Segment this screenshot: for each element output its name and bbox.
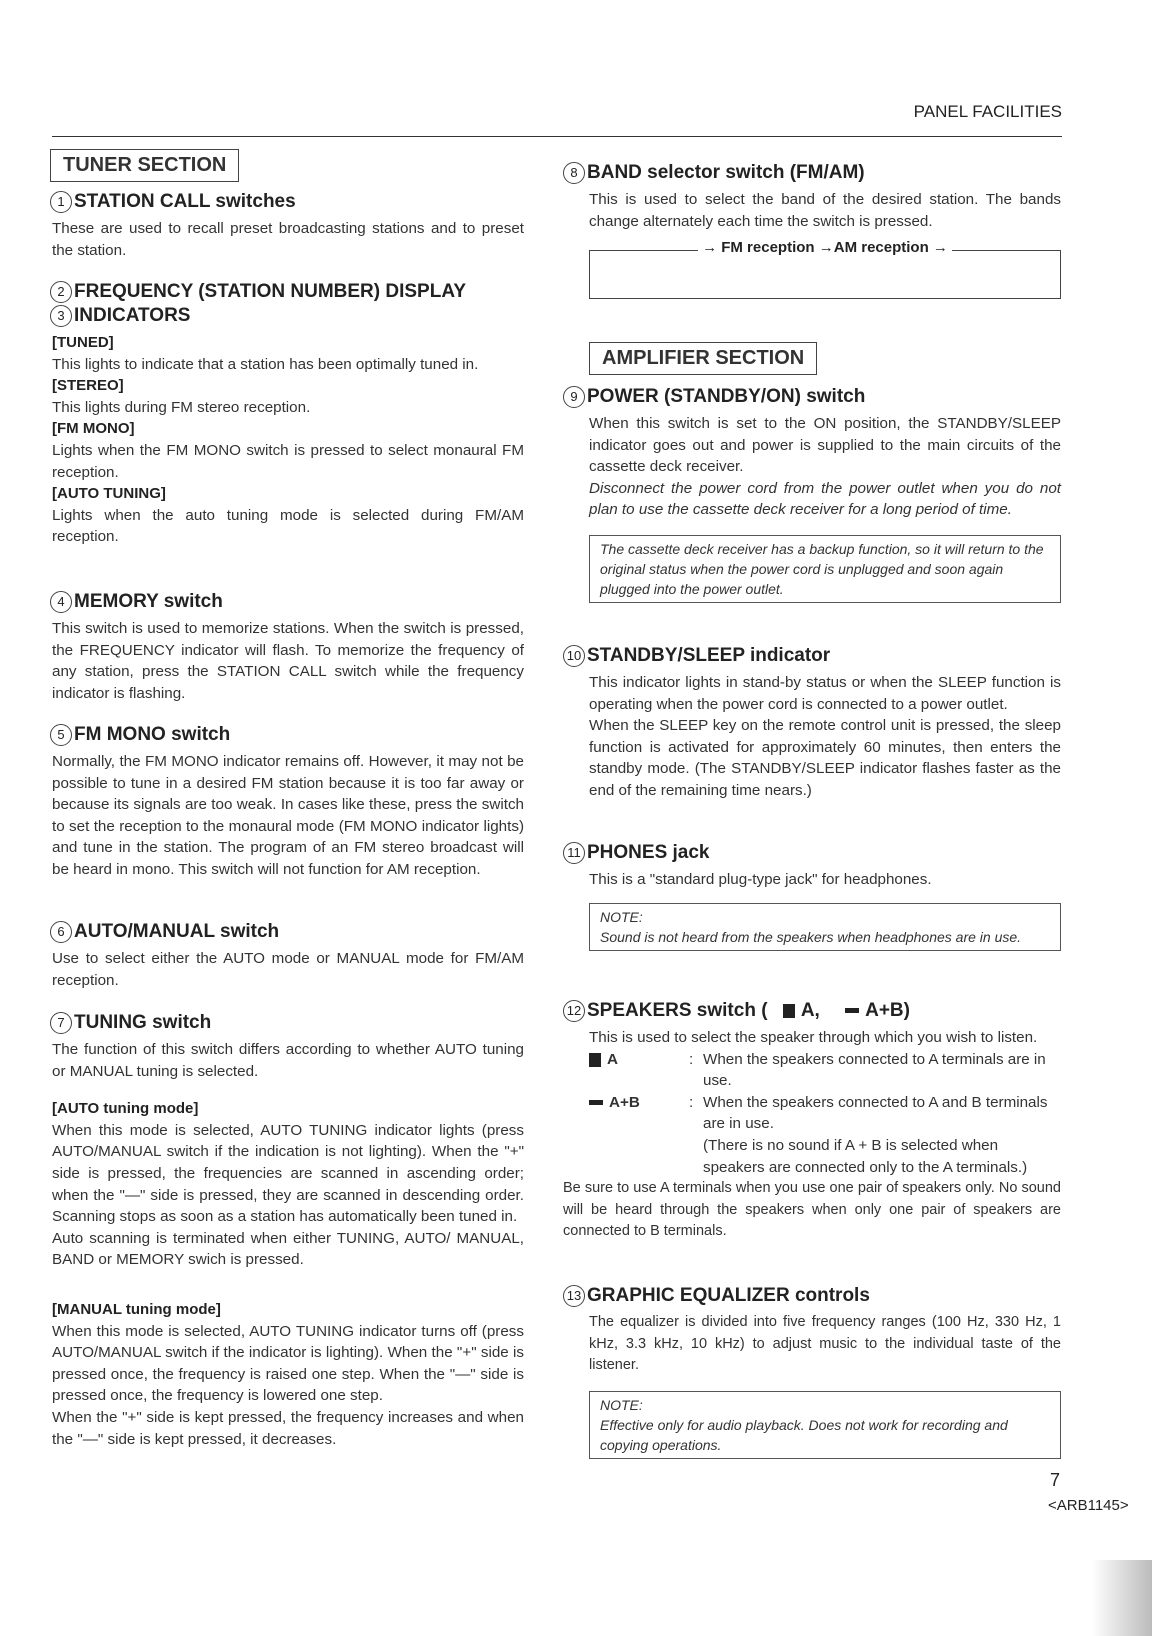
option-label: A bbox=[607, 1050, 618, 1068]
separator: : bbox=[689, 1050, 694, 1068]
item-title: STATION CALL switches bbox=[74, 191, 296, 212]
item-title: FM MONO switch bbox=[74, 724, 231, 745]
circled-number: 3 bbox=[50, 305, 72, 327]
circled-number: 11 bbox=[563, 842, 585, 864]
item-title: STANDBY/SLEEP indicator bbox=[587, 645, 831, 666]
circled-number: 12 bbox=[563, 1000, 585, 1022]
circled-number: 10 bbox=[563, 645, 585, 667]
item-title: POWER (STANDBY/ON) switch bbox=[587, 386, 866, 407]
section-title: AMPLIFIER SECTION bbox=[589, 342, 817, 375]
circled-number: 2 bbox=[50, 281, 72, 303]
indicator-label: [FM MONO] bbox=[52, 420, 135, 438]
amplifier-section-title bbox=[589, 342, 1087, 375]
indicator-text: Lights when the FM MONO switch is pressed to select monaural FM reception. bbox=[52, 441, 524, 481]
note-text: Sound is not heard from the speakers when headphones are in use. bbox=[600, 928, 1022, 945]
item-body: This indicator lights in stand-by status or when the SLEEP function is operating when the power cord is connected to a power outlet. bbox=[589, 674, 1061, 713]
item-power bbox=[563, 385, 1061, 603]
speaker-a-icon bbox=[589, 1053, 601, 1067]
item-body: When the SLEEP key on the remote control unit is pressed, the sleep function is activated for approximately 60 minutes, then enters the standby mode. (The STANDBY/SLEEP indicator flashes faster as the end of the remaining time nears.) bbox=[589, 717, 1061, 799]
item-station-call bbox=[50, 190, 524, 261]
item-title: MEMORY switch bbox=[74, 591, 223, 612]
item-body: The function of this switch differs according to whether AUTO tuning or MANUAL tuning is selected. bbox=[52, 1041, 524, 1080]
item-memory bbox=[50, 590, 524, 704]
item-body: When this switch is set to the ON position, the STANDBY/SLEEP indicator goes out and power is supplied to the main circuits of the cassette deck receiver. bbox=[589, 415, 1061, 476]
item-title: AUTO/MANUAL switch bbox=[74, 921, 280, 942]
item-body: This is used to select the speaker through which you wish to listen. bbox=[589, 1029, 1038, 1046]
title-ab: A+B) bbox=[865, 1000, 910, 1021]
item-frequency-display bbox=[50, 280, 524, 548]
scan-shadow bbox=[1092, 1560, 1152, 1636]
manual-mode-text: When this mode is selected, AUTO TUNING indicator turns off (press AUTO/MANUAL switch if the indicator is lighting). When the "+" side is pressed once, the frequency is raised one step. When the "—" side is pressed once, the frequency is lowered one step. bbox=[52, 1322, 524, 1405]
title-a: A, bbox=[800, 1000, 820, 1021]
note-label: NOTE: bbox=[600, 908, 643, 925]
band-cycle-label: → FM reception →AM reception → bbox=[698, 239, 952, 256]
band-cycle-diagram bbox=[589, 239, 1061, 299]
section-title: TUNER SECTION bbox=[50, 149, 239, 182]
speaker-ab-icon bbox=[845, 1008, 859, 1013]
note-label: NOTE: bbox=[600, 1396, 643, 1413]
item-body: The equalizer is divided into five frequency ranges (100 Hz, 330 Hz, 1 kHz, 3.3 kHz, 10 kHz) to adjust music to the individual taste of the listener. bbox=[589, 1314, 1061, 1374]
indicator-label: [AUTO TUNING] bbox=[52, 485, 166, 503]
page-number: 7 bbox=[1050, 1470, 1061, 1490]
item-fm-mono bbox=[50, 723, 524, 881]
auto-mode-text: Auto scanning is terminated when either TUNING, AUTO/ MANUAL, BAND or MEMORY swich is pressed. bbox=[52, 1229, 524, 1269]
manual-mode-text: When the "+" side is kept pressed, the frequency increases and when the "—" side is kept pressed, it decreases. bbox=[52, 1408, 524, 1448]
indicator-label: [STEREO] bbox=[52, 377, 124, 395]
indicator-text: This lights during FM stereo reception. bbox=[52, 398, 311, 416]
speaker-ab-icon bbox=[589, 1100, 603, 1105]
phones-note bbox=[589, 903, 1061, 951]
circled-number: 4 bbox=[50, 591, 72, 613]
document-code: <ARB1145> bbox=[1048, 1497, 1129, 1514]
equalizer-note bbox=[589, 1391, 1061, 1459]
speaker-footer: Be sure to use A terminals when you use one pair of speakers only. No sound will be heard through the speakers when only one pair of speakers are connected to B terminals. bbox=[563, 1180, 1061, 1240]
item-body: This is used to select the band of the desired station. The bands change alternately each time the switch is pressed. bbox=[589, 191, 1061, 230]
circled-number: 5 bbox=[50, 724, 72, 746]
item-body: Use to select either the AUTO mode or MANUAL mode for FM/AM reception. bbox=[52, 950, 524, 989]
option-note: (There is no sound if A + B is selected when speakers are connected only to the A terminals.) bbox=[703, 1136, 1028, 1176]
auto-mode-text: When this mode is selected, AUTO TUNING indicator lights (press AUTO/MANUAL switch if the indication is not lighting). When the "+" side is pressed, the frequencies are scanned in ascending order; when the "—" side is pressed, they are scanned in descending order. Scanning stops as soon as a station has automatically been tuned in. bbox=[52, 1121, 524, 1226]
separator: : bbox=[689, 1093, 694, 1111]
option-label: A+B bbox=[609, 1093, 640, 1111]
note-text: Effective only for audio playback. Does not work for recording and copying operations. bbox=[600, 1416, 1008, 1453]
speaker-a-icon bbox=[783, 1004, 795, 1018]
item-tuning bbox=[50, 1011, 524, 1450]
item-body: This switch is used to memorize stations. When the switch is pressed, the FREQUENCY indicator will flash. To memorize the frequency of any station, press the STATION CALL switch while the frequency indicator is flashing. bbox=[52, 620, 524, 702]
item-title: GRAPHIC EQUALIZER controls bbox=[587, 1285, 870, 1306]
item-phones bbox=[563, 841, 1061, 951]
indicator-label: [TUNED] bbox=[52, 334, 114, 351]
item-body: These are used to recall preset broadcasting stations and to preset the station. bbox=[52, 220, 524, 259]
item-body: Normally, the FM MONO indicator remains off. However, it may not be possible to tune in a desired FM station because it is too far away or because its signals are too weak. In cases like these, press the switch to set the reception to the monaural mode (FM MONO indicator lights) and tune in the station. The program of an FM stereo broadcast will be heard in mono. This switch will not function for AM reception. bbox=[52, 753, 524, 878]
speaker-options bbox=[589, 1049, 1061, 1179]
manual-mode-label: [MANUAL tuning mode] bbox=[52, 1300, 221, 1318]
header-rule bbox=[52, 136, 1062, 137]
item-title: BAND selector switch (FM/AM) bbox=[587, 162, 865, 183]
item-body: This is a "standard plug-type jack" for headphones. bbox=[589, 871, 932, 888]
circled-number: 6 bbox=[50, 921, 72, 943]
item-title: TUNING switch bbox=[74, 1012, 212, 1033]
item-warning: Disconnect the power cord from the power outlet when you do not plan to use the cassette deck receiver for a long period of time. bbox=[589, 479, 1061, 519]
item-speakers bbox=[563, 999, 1061, 1243]
circled-number: 8 bbox=[563, 162, 585, 184]
option-text: When the speakers connected to A and B terminals are in use. bbox=[703, 1093, 1048, 1133]
item-title: FREQUENCY (STATION NUMBER) DISPLAY bbox=[74, 281, 466, 302]
circled-number: 1 bbox=[50, 191, 72, 213]
indicator-text: This lights to indicate that a station has been optimally tuned in. bbox=[52, 355, 479, 373]
item-graphic-equalizer bbox=[563, 1284, 1061, 1459]
backup-note: The cassette deck receiver has a backup function, so it will return to the original status when the power cord is unplugged and soon again plugged into the power outlet. bbox=[589, 535, 1061, 603]
tuner-section-title bbox=[50, 149, 524, 182]
item-title: INDICATORS bbox=[74, 305, 191, 326]
auto-mode-label: [AUTO tuning mode] bbox=[52, 1100, 199, 1118]
circled-number: 7 bbox=[50, 1012, 72, 1034]
circled-number: 13 bbox=[563, 1285, 585, 1307]
item-title: PHONES jack bbox=[587, 842, 710, 863]
item-standby-sleep bbox=[563, 644, 1061, 802]
item-auto-manual bbox=[50, 920, 524, 991]
item-band-selector bbox=[563, 161, 1061, 232]
running-header: PANEL FACILITIES bbox=[913, 102, 1062, 121]
option-text: When the speakers connected to A terminals are in use. bbox=[703, 1050, 1046, 1090]
item-title: SPEAKERS switch ( bbox=[587, 1000, 768, 1021]
circled-number: 9 bbox=[563, 386, 585, 408]
indicator-text: Lights when the auto tuning mode is selected during FM/AM reception. bbox=[52, 506, 524, 546]
